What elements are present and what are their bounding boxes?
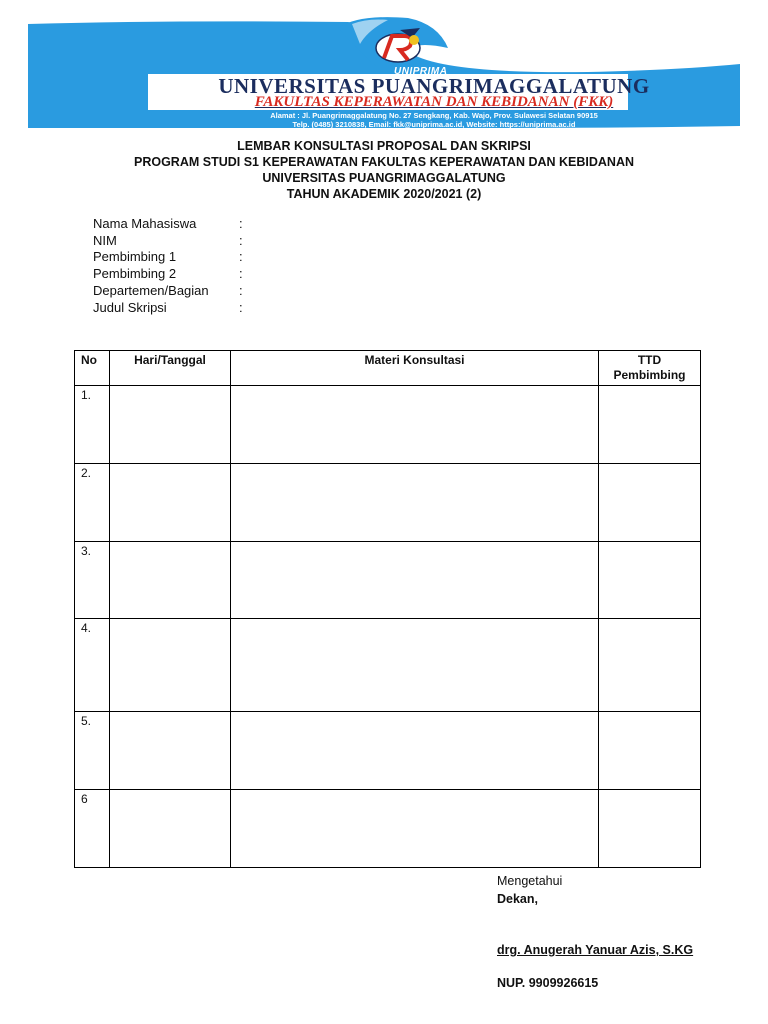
signature-cell[interactable] — [599, 619, 701, 712]
material-cell[interactable] — [231, 542, 599, 619]
info-row-nim — [93, 233, 253, 250]
title-line-2: PROGRAM STUDI S1 KEPERAWATAN FAKULTAS KEPERAWATAN DAN KEBIDANAN — [133, 155, 634, 169]
info-colon: : — [239, 266, 243, 282]
table-row — [75, 464, 701, 542]
faculty-name: FAKULTAS KEPERAWATAN DAN KEBIDANAN (FKK) — [254, 94, 614, 110]
header-no: No — [75, 351, 110, 386]
material-cell[interactable] — [231, 790, 599, 868]
table-row — [75, 619, 701, 712]
row-number: 3. — [75, 542, 110, 619]
title-line-3: UNIVERSITAS PUANGRIMAGGALATUNG — [262, 171, 506, 185]
sign-role: Dekan, — [497, 892, 538, 906]
info-label: Pembimbing 1 — [93, 249, 177, 265]
table-header-row — [75, 351, 701, 386]
logo-text: UNIPRIMA — [394, 66, 448, 77]
row-number: 1. — [75, 386, 110, 464]
info-row-nama — [93, 216, 253, 233]
letterhead — [28, 14, 740, 130]
document-title — [0, 138, 768, 202]
info-label: Judul Skripsi — [93, 299, 167, 315]
info-row-departemen — [93, 283, 253, 300]
signature-cell[interactable] — [599, 464, 701, 542]
address-line: Alamat : Jl. Puangrimaggalatung No. 27 Sengkang, Kab. Wajo, Prov. Sulawesi Selatan 90915 — [270, 111, 598, 120]
header-date: Hari/Tanggal — [110, 351, 231, 386]
info-label: Pembimbing 2 — [93, 266, 177, 282]
row-number: 6 — [75, 790, 110, 868]
material-cell[interactable] — [231, 619, 599, 712]
signature-cell[interactable] — [599, 790, 701, 868]
material-cell[interactable] — [231, 712, 599, 790]
info-label: Departemen/Bagian — [93, 282, 209, 298]
contact-line: Telp. (0485) 3210838, Email: fkk@uniprima.ac.id, Website: https://uniprima.ac.id — [292, 120, 576, 129]
university-name: UNIVERSITAS PUANGRIMAGGALATUNG — [218, 74, 650, 98]
info-row-pembimbing-1 — [93, 249, 253, 266]
student-info — [93, 216, 253, 316]
date-cell[interactable] — [110, 712, 231, 790]
info-label: NIM — [93, 232, 117, 248]
signature-cell[interactable] — [599, 712, 701, 790]
material-cell[interactable] — [231, 464, 599, 542]
info-label: Nama Mahasiswa — [93, 216, 197, 231]
table-row — [75, 542, 701, 619]
sign-nup: NUP. 9909926615 — [497, 976, 599, 990]
info-colon: : — [239, 216, 243, 231]
info-colon: : — [239, 299, 243, 315]
row-number: 2. — [75, 464, 110, 542]
row-number: 5. — [75, 712, 110, 790]
info-colon: : — [239, 249, 243, 265]
signature-cell[interactable] — [599, 386, 701, 464]
info-row-pembimbing-2 — [93, 266, 253, 283]
info-colon: : — [239, 232, 243, 248]
date-cell[interactable] — [110, 790, 231, 868]
sign-name: drg. Anugerah Yanuar Azis, S.KG — [497, 943, 694, 957]
material-cell[interactable] — [231, 386, 599, 464]
signature-cell[interactable] — [599, 542, 701, 619]
title-line-4: TAHUN AKADEMIK 2020/2021 (2) — [286, 187, 482, 201]
info-colon: : — [239, 282, 243, 298]
row-number: 4. — [75, 619, 110, 712]
info-row-judul — [93, 300, 253, 317]
title-line-1: LEMBAR KONSULTASI PROPOSAL DAN SKRIPSI — [237, 139, 531, 153]
date-cell[interactable] — [110, 464, 231, 542]
table-row — [75, 790, 701, 868]
table-row — [75, 386, 701, 464]
date-cell[interactable] — [110, 542, 231, 619]
header-signature: TTD Pembimbing — [599, 351, 701, 386]
consultation-table — [74, 350, 701, 868]
date-cell[interactable] — [110, 386, 231, 464]
header-material: Materi Konsultasi — [231, 351, 599, 386]
table-row — [75, 712, 701, 790]
date-cell[interactable] — [110, 619, 231, 712]
sign-acknowledged: Mengetahui — [497, 874, 563, 888]
